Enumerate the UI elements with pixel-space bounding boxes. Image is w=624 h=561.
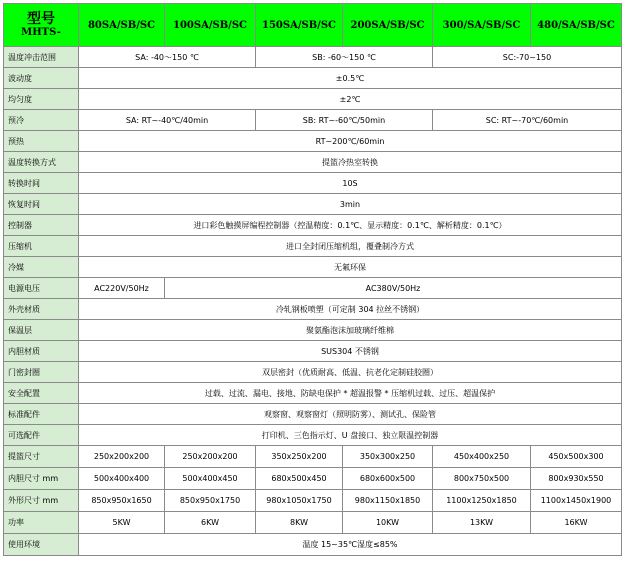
label-fluctuation: 波动度 [4, 68, 79, 89]
preheat-value: RT~200℃/60min [79, 131, 622, 152]
row-recovery-time [4, 194, 622, 215]
model-480: 480/SA/SB/SC [531, 4, 622, 47]
inner-size-200: 680x600x500 [343, 468, 433, 490]
label-liner-material: 内胆材质 [4, 341, 79, 362]
header-row [4, 4, 622, 47]
label-standard-parts: 标准配件 [4, 404, 79, 425]
row-controller [4, 215, 622, 236]
row-power [4, 278, 622, 299]
row-optional-parts [4, 425, 622, 446]
row-liner-material [4, 341, 622, 362]
model-100: 100SA/SB/SC [165, 4, 256, 47]
label-preheat: 预热 [4, 131, 79, 152]
inner-size-480: 800x930x550 [531, 468, 622, 490]
outer-size-480: 1100x1450x1900 [531, 490, 622, 512]
refrigerant-value: 无氟环保 [79, 257, 622, 278]
model-prefix: MHTS- [21, 27, 61, 39]
row-standard-parts [4, 404, 622, 425]
safety-value: 过载、过流、漏电、接地、防缺电保护 * 超温报警 * 压缩机过载、过压、超温保护 [79, 383, 622, 404]
outer-size-100: 850x950x1750 [165, 490, 256, 512]
label-safety: 安全配置 [4, 383, 79, 404]
label-door-seal: 门密封圈 [4, 362, 79, 383]
outer-size-80: 850x950x1650 [79, 490, 165, 512]
outer-size-300: 1100x1250x1850 [433, 490, 531, 512]
power-rating-100: 6KW [165, 512, 256, 534]
label-inner-size: 内胆尺寸 mm [4, 468, 79, 490]
label-outer-size: 外形尺寸 mm [4, 490, 79, 512]
label-insulation: 保温层 [4, 320, 79, 341]
insulation-value: 聚氨酯泡沫加玻璃纤维棉 [79, 320, 622, 341]
model-80: 80SA/SB/SC [79, 4, 165, 47]
model-150: 150SA/SB/SC [256, 4, 343, 47]
controller-value: 进口彩色触摸屏编程控制器（控温精度：0.1℃、显示精度：0.1℃、解析精度：0.1℃） [79, 215, 622, 236]
row-outer-material [4, 299, 622, 320]
compressor-value: 进口全封闭压缩机组，覆叠制冷方式 [79, 236, 622, 257]
label-precool: 预冷 [4, 110, 79, 131]
outer-material-value: 冷轧钢板喷塑（可定制 304 拉丝不锈钢） [79, 299, 622, 320]
label-basket-size: 提篮尺寸 [4, 446, 79, 468]
basket-size-480: 450x500x300 [531, 446, 622, 468]
row-temp-range [4, 47, 622, 68]
label-switch-time: 转换时间 [4, 173, 79, 194]
basket-size-100: 250x200x200 [165, 446, 256, 468]
row-insulation [4, 320, 622, 341]
inner-size-100: 500x400x450 [165, 468, 256, 490]
row-environment [4, 534, 622, 556]
row-precool [4, 110, 622, 131]
liner-material-value: SUS304 不锈钢 [79, 341, 622, 362]
row-safety [4, 383, 622, 404]
label-switch-mode: 温度转换方式 [4, 152, 79, 173]
label-power: 电源电压 [4, 278, 79, 299]
row-fluctuation [4, 68, 622, 89]
row-outer-size [4, 490, 622, 512]
model-300: 300/SA/SB/SC [433, 4, 531, 47]
power-rating-200: 10KW [343, 512, 433, 534]
row-refrigerant [4, 257, 622, 278]
inner-size-80: 500x400x400 [79, 468, 165, 490]
label-outer-material: 外壳材质 [4, 299, 79, 320]
label-refrigerant: 冷媒 [4, 257, 79, 278]
recovery-time-value: 3min [79, 194, 622, 215]
row-uniformity [4, 89, 622, 110]
inner-size-150: 680x500x450 [256, 468, 343, 490]
row-preheat [4, 131, 622, 152]
standard-parts-value: 观察窗、观察窗灯（照明防雾）、测试孔、保险管 [79, 404, 622, 425]
environment-value: 温度 15~35℃湿度≤85% [79, 534, 622, 556]
outer-size-200: 980x1150x1850 [343, 490, 433, 512]
label-temp-range: 温度冲击范围 [4, 47, 79, 68]
temp-range-sb: SB: -60～150 ℃ [256, 47, 433, 68]
uniformity-value: ±2℃ [79, 89, 622, 110]
power-rating-300: 13KW [433, 512, 531, 534]
basket-size-300: 450x400x250 [433, 446, 531, 468]
door-seal-value: 双层密封（优质耐高、低温、抗老化定制硅胶圈） [79, 362, 622, 383]
row-compressor [4, 236, 622, 257]
power-large: AC380V/50Hz [165, 278, 622, 299]
label-uniformity: 均匀度 [4, 89, 79, 110]
power-rating-80: 5KW [79, 512, 165, 534]
switch-time-value: 10S [79, 173, 622, 194]
fluctuation-value: ±0.5℃ [79, 68, 622, 89]
basket-size-150: 350x250x200 [256, 446, 343, 468]
precool-sb: SB: RT~-60℃/50min [256, 110, 433, 131]
model-200: 200SA/SB/SC [343, 4, 433, 47]
switch-mode-value: 提篮冷热室转换 [79, 152, 622, 173]
label-power-rating: 功率 [4, 512, 79, 534]
model-header [4, 4, 79, 47]
row-basket-size [4, 446, 622, 468]
model-title: 型号 [27, 10, 55, 27]
row-door-seal [4, 362, 622, 383]
outer-size-150: 980x1050x1750 [256, 490, 343, 512]
label-environment: 使用环境 [4, 534, 79, 556]
spec-table [3, 3, 622, 556]
row-power-rating [4, 512, 622, 534]
power-rating-480: 16KW [531, 512, 622, 534]
inner-size-300: 800x750x500 [433, 468, 531, 490]
power-small: AC220V/50Hz [79, 278, 165, 299]
precool-sa: SA: RT~-40℃/40min [79, 110, 256, 131]
label-optional-parts: 可选配件 [4, 425, 79, 446]
precool-sc: SC: RT~-70℃/60min [433, 110, 622, 131]
row-inner-size [4, 468, 622, 490]
temp-range-sa: SA: -40～150 ℃ [79, 47, 256, 68]
basket-size-200: 350x300x250 [343, 446, 433, 468]
row-switch-mode [4, 152, 622, 173]
temp-range-sc: SC:-70~150 [433, 47, 622, 68]
label-recovery-time: 恢复时间 [4, 194, 79, 215]
row-switch-time [4, 173, 622, 194]
label-controller: 控制器 [4, 215, 79, 236]
basket-size-80: 250x200x200 [79, 446, 165, 468]
label-compressor: 压缩机 [4, 236, 79, 257]
optional-parts-value: 打印机、三色指示灯、U 盘接口、独立限温控制器 [79, 425, 622, 446]
power-rating-150: 8KW [256, 512, 343, 534]
